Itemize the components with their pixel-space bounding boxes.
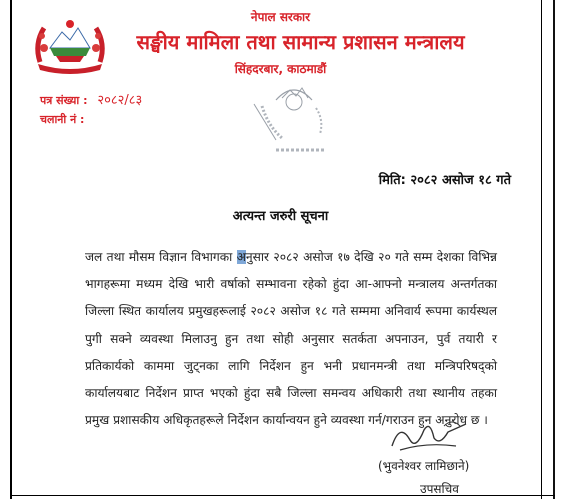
issue-date: मिति: २०८२ असोज १८ गते — [378, 173, 511, 188]
page-border-bottom — [10, 495, 555, 496]
notice-body — [85, 244, 497, 434]
signatory-designation: उपसचिव — [420, 482, 459, 496]
ministry-address: सिंहदरबार, काठमाडौं — [234, 62, 327, 76]
body-text-start: जल तथा मौसम विज्ञान विभागका — [85, 250, 237, 264]
handwritten-signature-icon — [386, 416, 476, 456]
dispatch-number-label: चलानी नं : — [40, 113, 85, 126]
body-text-rest: नुसार २०८२ असोज १७ देखि २० गते सम्म देशका विभिन्न भागहरूमा मध्यम देखि भारी वर्षाको सम्भावना रहेको हुंदा आ-आफ्नो मन्त्रालय अन्तर्गतका जिल्ला स्थित कार्यालय प्रमुखहरूलाई २०८२ असोज १८ गते सम्ममा अनिवार्य रूपमा कार्यस्थल पुगी सक्ने व्यवस्था मिलाउनु हुन तथा सोही अनुसार सतर्कता अपनाउन, पुर्व तयारी र प्रतिकार्यको काममा जुट्नका लागि निर्देशन हुन भनी प्रधानमन्त्री तथा मन्त्रिपरिषद्को कार्यालयबाट निर्देशन प्राप्त भएको हुंदा सबै जिल्ला समन्वय अधिकारी तथा स्थानीय तहका प्रमुख प्रशासकीय अधिकृतहरूले निर्देशन कार्यान्वयन हुने व्यवस्था गर्न/गराउन हुन अनुरोध छ । — [85, 250, 497, 428]
ministry-name: सङ्घीय मामिला तथा सामान्य प्रशासन मन्त्रालय — [136, 30, 465, 54]
official-stamp-icon — [246, 80, 342, 160]
government-name: नेपाल सरकार — [250, 10, 311, 24]
notice-subject: अत्यन्त जरुरी सूचना — [232, 209, 329, 224]
signatory-name: (भुवनेश्वर लामिछाने) — [378, 459, 470, 473]
letter-number-value: २०८२/८३ — [97, 93, 143, 108]
letter-number — [40, 90, 142, 108]
text-selection-cursor: अ — [236, 250, 246, 264]
letter-number-label: पत्र संख्या : — [40, 94, 88, 107]
